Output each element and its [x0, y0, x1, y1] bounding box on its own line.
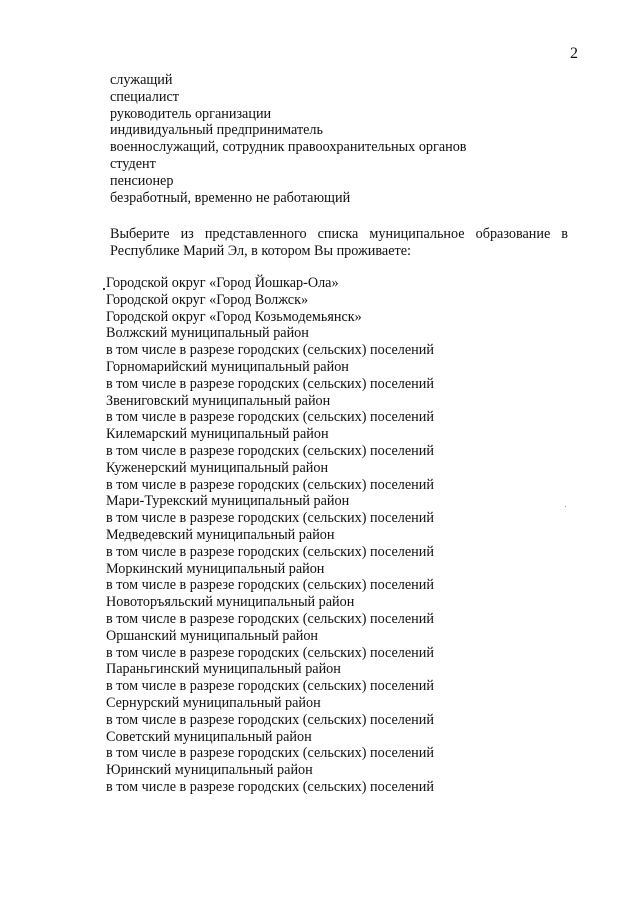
list-item: в том числе в разрезе городских (сельских) поселений [106, 745, 434, 762]
list-item: Моркинский муниципальный район [106, 560, 325, 577]
list-item: в том числе в разрезе городских (сельских) поселений [106, 342, 434, 359]
list-item: Мари-Турекский муниципальный район [106, 493, 350, 510]
list-item: в том числе в разрезе городских (сельских) поселений [106, 778, 434, 795]
list-item: Городской округ «Город Козьмодемьянск» [106, 308, 362, 325]
list-item: Сернурский муниципальный район [106, 694, 321, 711]
list-item: Звениговский муниципальный район [106, 392, 331, 409]
list-item: в том числе в разрезе городских (сельских) поселений [106, 543, 434, 560]
list-item: в том числе в разрезе городских (сельских) поселений [106, 476, 434, 493]
list-item: Килемарский муниципальный район [106, 426, 329, 443]
list-item: Городской округ «Город Волжск» [106, 291, 309, 308]
list-item: в том числе в разрезе городских (сельских) поселений [106, 442, 434, 459]
list-item: в том числе в разрезе городских (сельских) поселений [106, 711, 434, 728]
list-item: в том числе в разрезе городских (сельских) поселений [106, 375, 434, 392]
list-item: в том числе в разрезе городских (сельских) поселений [106, 610, 434, 627]
scan-speck [565, 506, 566, 507]
list-item: в том числе в разрезе городских (сельских) поселений [106, 577, 434, 594]
list-item: Параньгинский муниципальный район [106, 661, 341, 678]
list-item: студент [110, 155, 156, 172]
list-item: в том числе в разрезе городских (сельских) поселений [106, 678, 434, 695]
list-item: в том числе в разрезе городских (сельских) поселений [106, 409, 434, 426]
list-item: Волжский муниципальный район [106, 325, 309, 342]
list-item: Куженерский муниципальный район [106, 459, 329, 476]
list-item: в том числе в разрезе городских (сельских) поселений [106, 510, 434, 527]
question-text: Выберите из представленного списка муниципальное образование в Республике Марий Эл, в котором Вы проживаете: [110, 226, 568, 259]
list-item: специалист [110, 88, 179, 105]
municipality-list [106, 275, 576, 796]
list-item: Новоторъяльский муниципальный район [106, 594, 355, 611]
list-item: руководитель организации [110, 105, 272, 122]
list-item: пенсионер [110, 172, 174, 189]
list-item: Горномарийский муниципальный район [106, 358, 349, 375]
list-item: Советский муниципальный район [106, 728, 312, 745]
list-item: Оршанский муниципальный район [106, 627, 319, 644]
list-item: Медведевский муниципальный район [106, 526, 335, 543]
scan-mark [103, 288, 105, 290]
list-item: Городской округ «Город Йошкар-Ола» [106, 275, 339, 291]
list-item: Юринский муниципальный район [106, 762, 313, 779]
list-item: служащий [110, 72, 173, 88]
page-number: 2 [570, 45, 578, 62]
list-item: военнослужащий, сотрудник правоохранительных органов [110, 139, 467, 156]
occupation-list [110, 72, 590, 206]
list-item: индивидуальный предприниматель [110, 122, 323, 139]
list-item: безработный, временно не работающий [110, 189, 351, 206]
list-item: в том числе в разрезе городских (сельских) поселений [106, 644, 434, 661]
